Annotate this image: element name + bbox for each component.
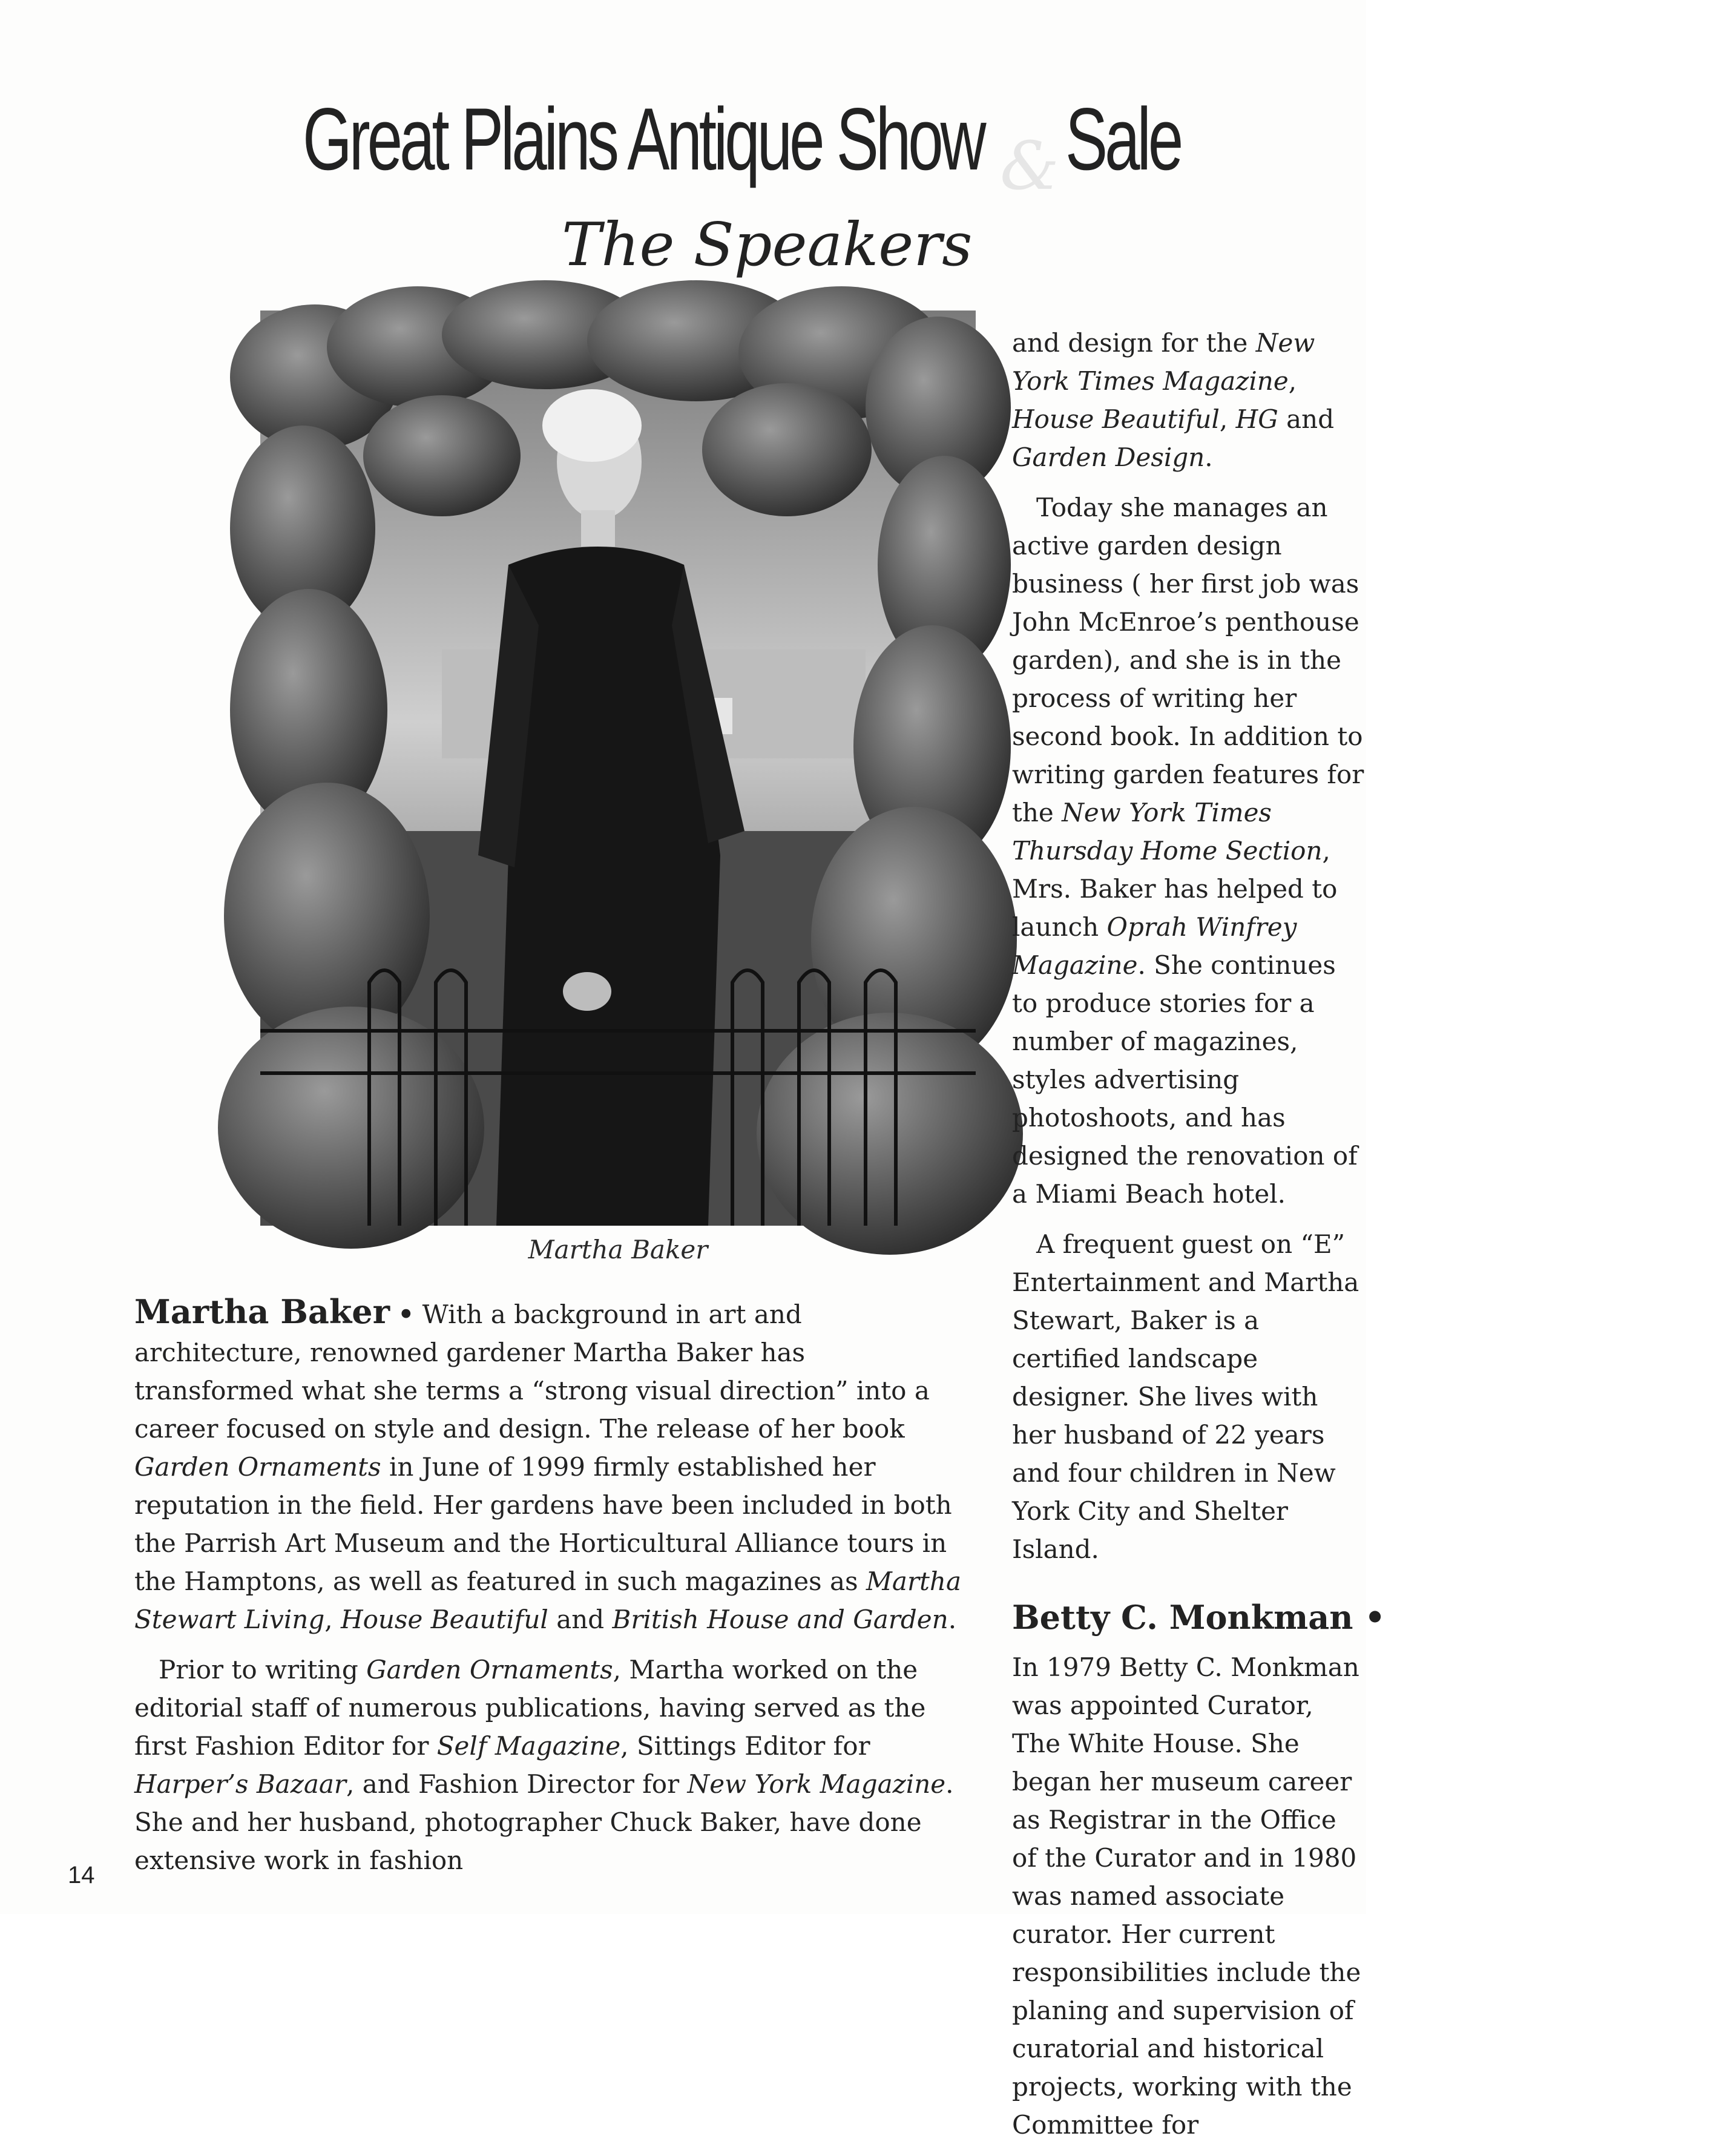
paragraph-continued xyxy=(1012,324,1366,476)
photo-caption: Martha Baker xyxy=(528,1235,708,1264)
article-martha-baker xyxy=(134,1293,970,1891)
title-text: Great Plains Antique Show xyxy=(303,90,984,188)
magazine-title: Self Magazine xyxy=(436,1731,621,1761)
book-title: Garden Ornaments xyxy=(134,1452,381,1482)
career-text: , Martha worked on the editorial staff of numerous publications, having served as the first Fashion Editor for xyxy=(134,1655,926,1761)
portrait-photo-graphic xyxy=(260,311,976,1226)
portrait-photo xyxy=(260,311,976,1226)
bullet-glyph: • xyxy=(1364,1598,1385,1637)
title-end-text: Sale xyxy=(1065,90,1181,188)
career-text: . She and her husband, photographer Chuck Baker, have done extensive work in fashion xyxy=(134,1769,954,1875)
career-text: , Sittings Editor for xyxy=(620,1731,870,1761)
paragraph-career xyxy=(134,1651,970,1879)
business-text: Today she manages an active garden design business ( her first job was John McEnroe’s penthouse garden), and she is in the process of writing her second book. In addition to writing garden features for the xyxy=(1012,493,1364,827)
magazine-title: Harper’s Bazaar xyxy=(134,1769,347,1799)
page-title-end xyxy=(1065,91,1719,188)
right-column xyxy=(1012,324,1385,2156)
page-number: 14 xyxy=(68,1862,95,1888)
punctuation: . xyxy=(1205,442,1213,472)
conjunction: and xyxy=(1286,404,1335,434)
magazine-title: Martha Stewart Living xyxy=(134,1566,961,1634)
magazine-title: Oprah Winfrey Magazine xyxy=(1012,912,1297,980)
ampersand-mark: & xyxy=(1000,127,1059,205)
continued-text: and design for the xyxy=(1012,328,1248,358)
magazine-title: Garden Design xyxy=(1012,442,1205,472)
paragraph-monkman: In 1979 Betty C. Monkman was appointed Curator, The White House. She began her museum career as Registrar in the Office of the Curator and in 1980 was named associate curator. Her current responsibilities include the planing and supervision of curatorial and historical projects, working with the Committee for xyxy=(1012,1652,1361,2140)
speaker-name: Martha Baker xyxy=(134,1292,390,1331)
conjunction: and xyxy=(556,1605,605,1634)
paragraph-intro xyxy=(134,1293,970,1638)
punctuation: . xyxy=(948,1605,957,1634)
magazine-title: New York Magazine xyxy=(687,1769,946,1799)
magazine-title: House Beautiful xyxy=(1012,404,1220,434)
career-lead: Prior to writing xyxy=(159,1655,358,1684)
magazine-title: House Beautiful xyxy=(340,1605,548,1634)
paragraph-personal: A frequent guest on “E” Entertainment and Martha Stewart, Baker is a certified landscape designer. She lives with her husband of 22 years and four children in New York City and Shelter Island. xyxy=(1012,1229,1359,1564)
career-text: , and Fashion Director for xyxy=(346,1769,680,1799)
intro-lead: With a background in art and architecture, renowned gardener Martha Baker has transformed what she terms a “strong visual direction” into a career focused on style and design. The release of her book xyxy=(134,1300,930,1444)
intro-mid: in June of 1999 firmly established her reputation in the field. Her gardens have been included in both the Parrish Art Museum and the Horticultural Alliance tours in the Hamptons, as well as featured in such magazines as xyxy=(134,1452,952,1596)
business-text: , Mrs. Baker has helped to launch xyxy=(1012,836,1338,942)
bullet-glyph: • xyxy=(398,1300,415,1329)
magazine-title: British House and Garden xyxy=(612,1605,948,1634)
magazine-title: New York Times Magazine xyxy=(1012,328,1315,396)
page-subtitle: The Speakers xyxy=(562,211,973,280)
separator: , xyxy=(1288,366,1297,396)
separator: , xyxy=(1219,404,1228,434)
magazine-title: New York Times Thursday Home Section xyxy=(1012,798,1323,866)
magazine-title: HG xyxy=(1235,404,1278,434)
speaker-heading xyxy=(1012,1596,1385,1638)
business-text: . She continues to produce stories for a number of magazines, styles advertising photoshoots, and has designed the renovation of a Miami Beach hotel. xyxy=(1012,950,1358,1209)
paragraph-business xyxy=(1012,488,1366,1213)
book-title: Garden Ornaments xyxy=(366,1655,613,1684)
separator: , xyxy=(324,1605,333,1634)
speaker-name: Betty C. Monkman xyxy=(1012,1598,1353,1637)
page-title xyxy=(303,90,984,188)
